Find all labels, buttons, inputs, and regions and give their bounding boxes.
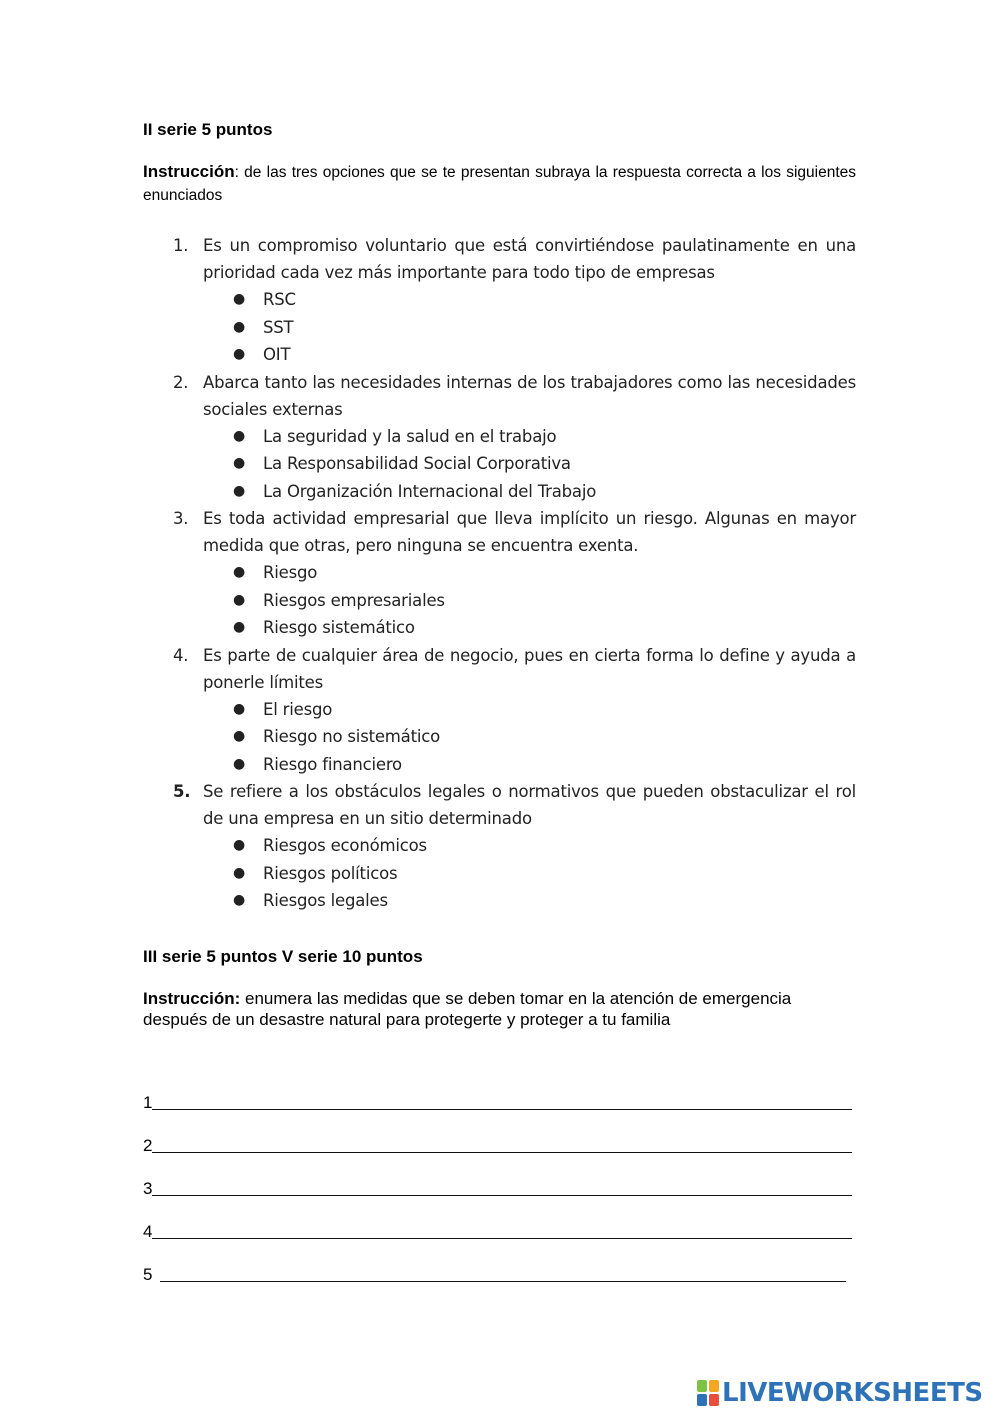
bullet-icon: ● <box>233 755 246 772</box>
answer-line[interactable]: 5 <box>143 1242 858 1285</box>
question-number: 1. <box>173 236 189 255</box>
section3-instruction-label: Instrucción: <box>143 989 241 1008</box>
question-item <box>143 642 856 779</box>
question-text: Es parte de cualquier área de negocio, pues en cierta forma lo define y ayuda a ponerle límites <box>203 645 856 692</box>
answer-blanks <box>143 1070 858 1285</box>
section2-instruction-label: Instrucción <box>143 162 235 181</box>
answer-line[interactable]: 2 <box>143 1113 858 1156</box>
answer-option[interactable]: ● Riesgos legales <box>143 887 856 915</box>
bullet-icon: ● <box>233 427 246 444</box>
section3-instruction <box>143 988 856 1030</box>
answer-option[interactable]: ● Riesgo <box>143 559 856 587</box>
answer-line[interactable]: 1 <box>143 1070 858 1113</box>
bullet-icon: ● <box>233 455 246 471</box>
answer-option[interactable]: ● El riesgo <box>143 696 856 724</box>
question-text: Es un compromiso voluntario que está convirtiéndose paulatinamente en una prioridad cada vez más importante para todo tipo de empresas <box>203 236 856 282</box>
section2-instruction-text: : de las tres opciones que se te presentan subraya la respuesta correcta a los siguientes enunciados <box>143 164 856 204</box>
answer-line[interactable]: 3 <box>143 1156 858 1199</box>
section2-heading: II serie 5 puntos <box>143 120 273 139</box>
bullet-icon: ● <box>233 318 246 335</box>
bullet-icon: ● <box>233 291 246 307</box>
answer-option[interactable]: ● La Organización Internacional del Trabajo <box>143 478 856 506</box>
bullet-icon: ● <box>233 864 246 881</box>
bullet-icon: ● <box>233 564 246 580</box>
answer-option[interactable]: ● Riesgos económicos <box>143 832 856 860</box>
question-number: 4. <box>173 645 189 665</box>
section2-instruction <box>143 160 856 207</box>
section3-instruction-text: enumera las medidas que se deben tomar en la atención de emergencia después de un desastre natural para protegerte y proteger a tu familia <box>143 989 792 1029</box>
bullet-icon: ● <box>233 837 246 853</box>
question-item <box>143 232 856 369</box>
bullet-icon: ● <box>233 346 246 362</box>
bullet-icon: ● <box>233 700 246 717</box>
question-item <box>143 778 856 915</box>
answer-option[interactable]: ● OIT <box>143 341 856 369</box>
question-list <box>143 232 856 915</box>
bullet-icon: ● <box>233 482 246 499</box>
section3-heading: III serie 5 puntos V serie 10 puntos <box>143 947 423 966</box>
question-text: Abarca tanto las necesidades internas de los trabajadores como las necesidades sociales externas <box>203 372 856 419</box>
question-number: 3. <box>173 509 189 528</box>
answer-option[interactable]: ● Riesgos empresariales <box>143 587 856 615</box>
answer-line[interactable]: 4 <box>143 1199 858 1242</box>
question-text: Es toda actividad empresarial que lleva implícito un riesgo. Algunas en mayor medida que otras, pero ninguna se encuentra exenta. <box>203 509 856 555</box>
bullet-icon: ● <box>233 728 246 744</box>
bullet-icon: ● <box>233 892 246 908</box>
logo-text: LIVEWORKSHEETS <box>722 1378 983 1408</box>
answer-option[interactable]: ● Riesgo financiero <box>143 751 856 779</box>
answer-option[interactable]: ● La seguridad y la salud en el trabajo <box>143 423 856 451</box>
question-number: 2. <box>173 372 189 392</box>
liveworksheets-logo-icon <box>697 1380 719 1406</box>
question-item <box>143 369 856 506</box>
bullet-icon: ● <box>233 591 246 608</box>
question-number: 5. <box>173 782 191 801</box>
answer-option[interactable]: ● SST <box>143 314 856 342</box>
answer-option[interactable]: ● Riesgo no sistemático <box>143 723 856 751</box>
liveworksheets-logo[interactable] <box>697 1378 983 1408</box>
answer-option[interactable]: ● La Responsabilidad Social Corporativa <box>143 450 856 478</box>
question-text: Se refiere a los obstáculos legales o normativos que pueden obstaculizar el rol de una empresa en un sitio determinado <box>203 782 856 828</box>
answer-option[interactable]: ● RSC <box>143 286 856 314</box>
question-item <box>143 505 856 642</box>
bullet-icon: ● <box>233 619 246 635</box>
answer-option[interactable]: ● Riesgo sistemático <box>143 614 856 642</box>
answer-option[interactable]: ● Riesgos políticos <box>143 860 856 888</box>
